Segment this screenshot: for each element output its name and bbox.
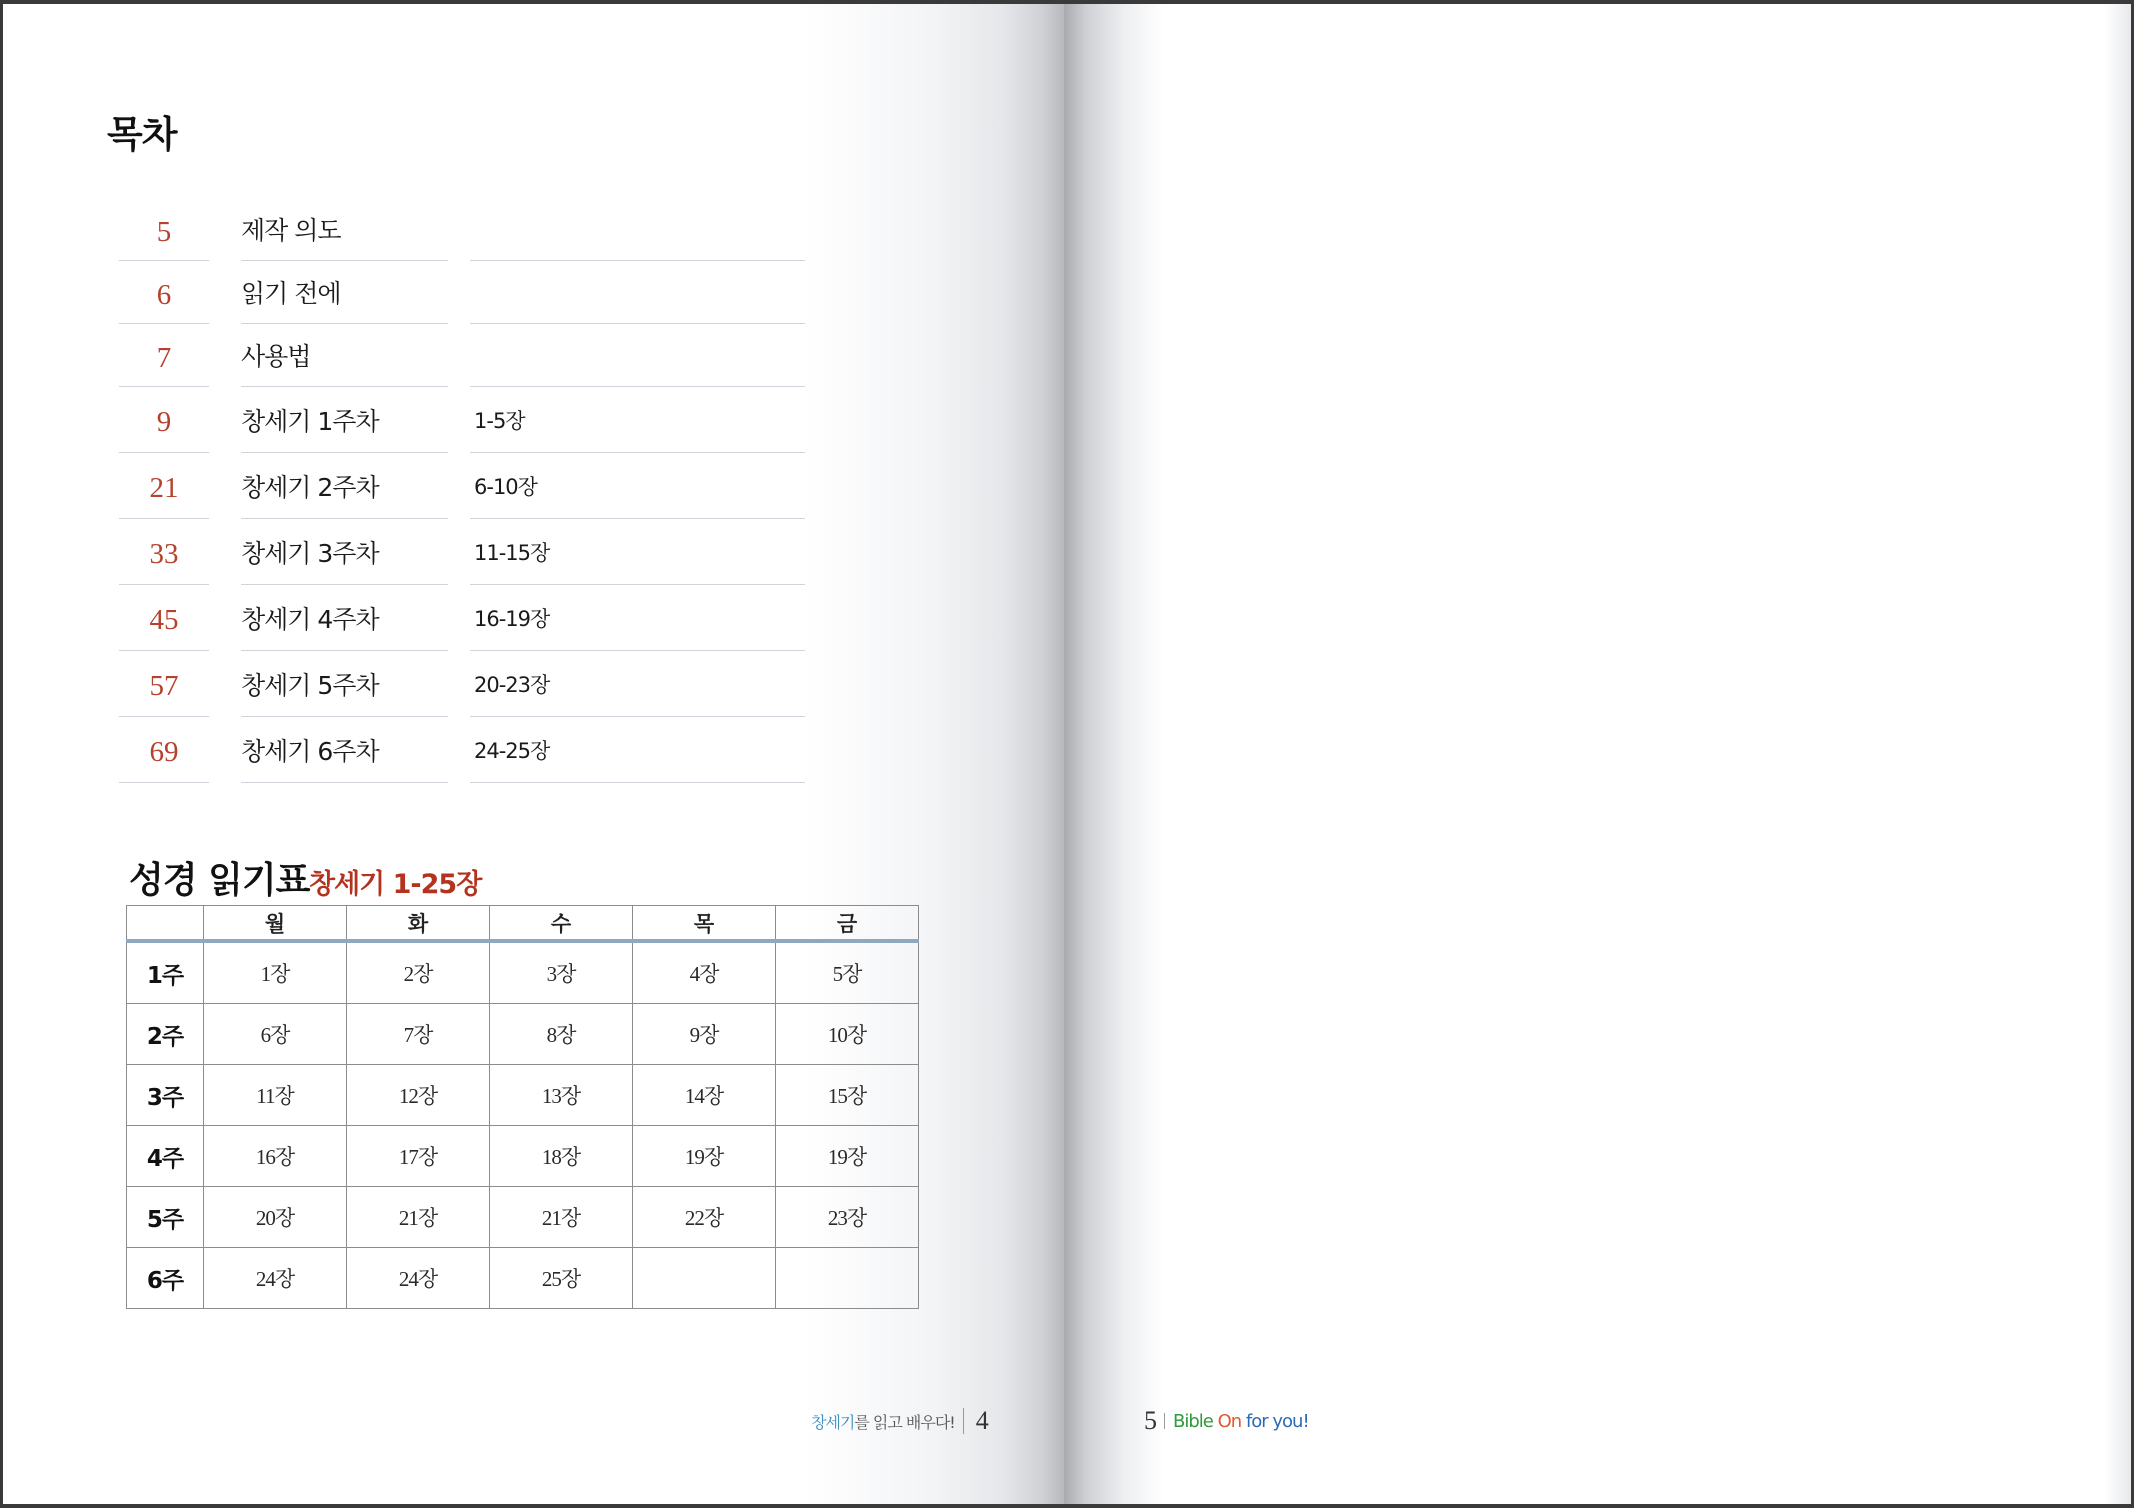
table-corner-cell [127, 906, 204, 942]
toc-item-range: 24-25장 [470, 717, 805, 783]
footer-tagline: 를 읽고 배우다! [854, 1412, 955, 1432]
chapter-cell: 2장 [347, 941, 490, 1004]
week-label: 6주 [127, 1248, 204, 1309]
chapter-cell: 6장 [204, 1004, 347, 1065]
toc-page-number: 45 [119, 585, 209, 651]
table-row [127, 1004, 919, 1065]
toc-page-number: 33 [119, 519, 209, 585]
toc-item-label: 사용법 [241, 324, 448, 387]
chapter-cell: 19장 [633, 1126, 776, 1187]
chapter-cell: 7장 [347, 1004, 490, 1065]
toc-item [119, 198, 805, 261]
left-footer [811, 1406, 988, 1436]
chapter-cell: 14장 [633, 1065, 776, 1126]
toc-item [119, 585, 805, 651]
toc-item-label: 창세기 1주차 [241, 387, 448, 453]
toc-item [119, 453, 805, 519]
chapter-cell: 20장 [204, 1187, 347, 1248]
chapter-cell: 3장 [490, 941, 633, 1004]
table-header-row [127, 906, 919, 942]
toc-title: 목차 [107, 113, 177, 156]
chapter-cell [776, 1248, 919, 1309]
toc-item-label: 읽기 전에 [241, 261, 448, 324]
chapter-cell: 24장 [347, 1248, 490, 1309]
toc-item-label: 제작 의도 [241, 198, 448, 261]
page-number-left: 4 [975, 1406, 988, 1435]
week-label: 4주 [127, 1126, 204, 1187]
chapter-cell [633, 1248, 776, 1309]
chapter-cell: 10장 [776, 1004, 919, 1065]
brand-on: On [1217, 1410, 1242, 1432]
chapter-cell: 17장 [347, 1126, 490, 1187]
week-label: 3주 [127, 1065, 204, 1126]
toc-item-label: 창세기 3주차 [241, 519, 448, 585]
reading-plan-subtitle: 창세기 1-25장 [309, 869, 482, 900]
chapter-cell: 24장 [204, 1248, 347, 1309]
day-header: 목 [633, 906, 776, 942]
brand-bible: Bible [1173, 1410, 1213, 1432]
footer-divider [963, 1408, 964, 1434]
toc-item-range: 6-10장 [470, 453, 805, 519]
chapter-cell: 22장 [633, 1187, 776, 1248]
footer-book-name: 창세기 [811, 1412, 855, 1432]
chapter-cell: 18장 [490, 1126, 633, 1187]
toc-item-range: 20-23장 [470, 651, 805, 717]
chapter-cell: 21장 [347, 1187, 490, 1248]
chapter-cell: 1장 [204, 941, 347, 1004]
right-page [1064, 4, 2131, 1504]
toc-page-number: 7 [119, 324, 209, 387]
reading-plan-table [126, 905, 919, 1309]
toc-item-label: 창세기 5주차 [241, 651, 448, 717]
chapter-cell: 19장 [776, 1126, 919, 1187]
day-header: 월 [204, 906, 347, 942]
toc-list [119, 198, 805, 783]
book-spread [3, 4, 2131, 1504]
chapter-cell: 13장 [490, 1065, 633, 1126]
table-row [127, 941, 919, 1004]
week-label: 2주 [127, 1004, 204, 1065]
week-label: 1주 [127, 941, 204, 1004]
toc-page-number: 69 [119, 717, 209, 783]
day-header: 금 [776, 906, 919, 942]
table-row [127, 1187, 919, 1248]
reading-plan-title: 성경 읽기표 [129, 860, 310, 901]
chapter-cell: 5장 [776, 941, 919, 1004]
table-row [127, 1248, 919, 1309]
toc-item-label: 창세기 4주차 [241, 585, 448, 651]
chapter-cell: 12장 [347, 1065, 490, 1126]
brand-for-you: for you! [1245, 1410, 1309, 1432]
toc-item-range: 1-5장 [470, 387, 805, 453]
toc-item-range [470, 261, 805, 324]
footer-divider [1164, 1413, 1165, 1429]
chapter-cell: 21장 [490, 1187, 633, 1248]
chapter-cell: 23장 [776, 1187, 919, 1248]
toc-item-label: 창세기 6주차 [241, 717, 448, 783]
toc-item [119, 387, 805, 453]
chapter-cell: 16장 [204, 1126, 347, 1187]
page-number-right: 5 [1144, 1406, 1156, 1435]
toc-item [119, 261, 805, 324]
toc-item-range: 11-15장 [470, 519, 805, 585]
table-row [127, 1065, 919, 1126]
chapter-cell: 25장 [490, 1248, 633, 1309]
toc-item [119, 519, 805, 585]
toc-item-range [470, 198, 805, 261]
chapter-cell: 11장 [204, 1065, 347, 1126]
toc-page-number: 5 [119, 198, 209, 261]
toc-page-number: 9 [119, 387, 209, 453]
week-label: 5주 [127, 1187, 204, 1248]
toc-item [119, 717, 805, 783]
left-page [3, 4, 1064, 1504]
right-footer [1144, 1406, 1309, 1436]
toc-item-range [470, 324, 805, 387]
toc-item-label: 창세기 2주차 [241, 453, 448, 519]
toc-page-number: 21 [119, 453, 209, 519]
toc-page-number: 57 [119, 651, 209, 717]
toc-item [119, 651, 805, 717]
chapter-cell: 4장 [633, 941, 776, 1004]
chapter-cell: 15장 [776, 1065, 919, 1126]
toc-item [119, 324, 805, 387]
toc-page-number: 6 [119, 261, 209, 324]
toc-item-range: 16-19장 [470, 585, 805, 651]
chapter-cell: 8장 [490, 1004, 633, 1065]
chapter-cell: 9장 [633, 1004, 776, 1065]
day-header: 화 [347, 906, 490, 942]
table-row [127, 1126, 919, 1187]
day-header: 수 [490, 906, 633, 942]
